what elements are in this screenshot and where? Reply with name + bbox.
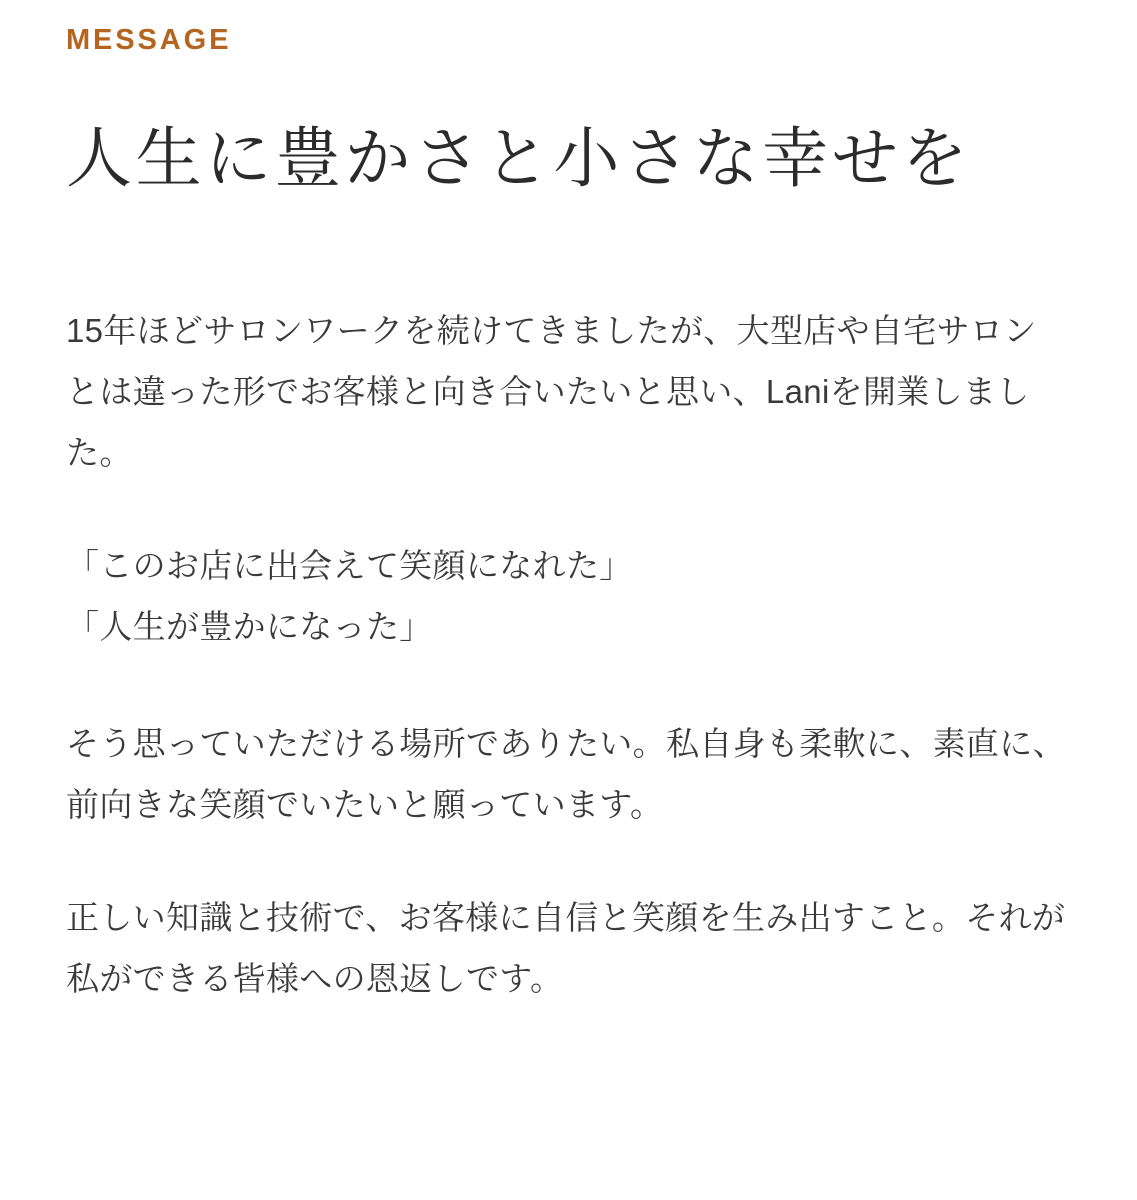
intro-paragraph: 15年ほどサロンワークを続けてきましたが、大型店や自宅サロンとは違った形でお客様と向き合いたいと思い、Laniを開業しました。 (66, 311, 1037, 471)
quote-line: 「このお店に出会えて笑顔になれた」 (66, 546, 633, 584)
wish-paragraph: そう思っていただける場所でありたい。私自身も柔軟に、素直に、前向きな笑顔でいたいと願っています。 (66, 724, 1066, 823)
page-title: 人生に豊かさと小さな幸せを (66, 122, 972, 196)
closing-paragraph: 正しい知識と技術で、お客様に自信と笑顔を生み出すこと。それが私ができる皆様への恩返しです。 (66, 898, 1066, 997)
quote-line: 「人生が豊かになった」 (66, 607, 433, 645)
customer-quotes (66, 535, 1066, 657)
section-eyebrow-label: MESSAGE (66, 24, 232, 56)
